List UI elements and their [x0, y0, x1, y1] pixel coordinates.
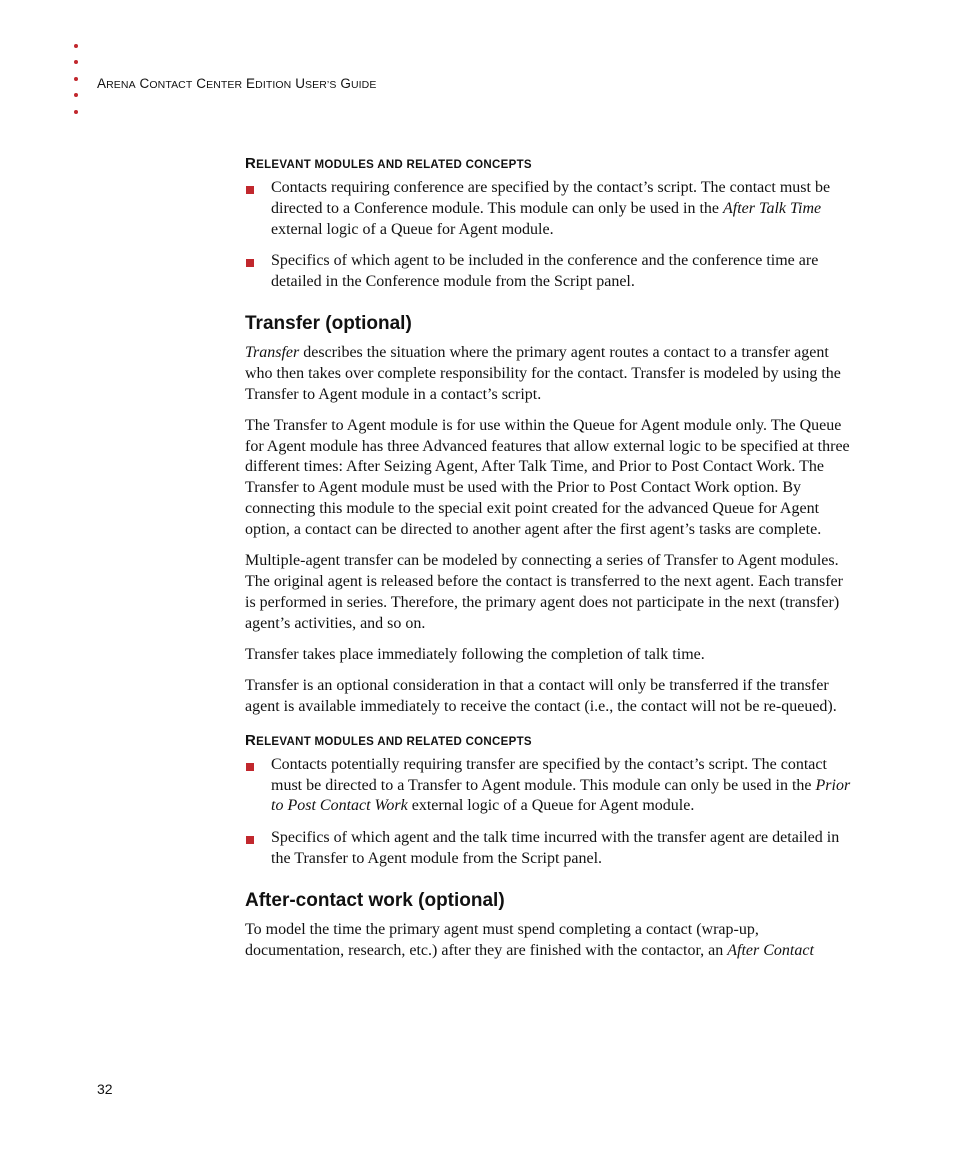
paragraph: Transfer is an optional consideration in that a contact will only be transferred if the transfer agent is available immediately to receive the contact (i.e., the contact will not be re-queued). [245, 677, 837, 715]
list-item: Specifics of which agent and the talk time incurred with the transfer agent are detailed in the Transfer to Agent module from the Script panel. [245, 828, 857, 870]
running-header: ARENA CONTACT CENTER EDITION USER’S GUIDE [97, 76, 377, 91]
bullet-list [245, 755, 857, 870]
margin-dot [74, 93, 78, 97]
bullet-square-icon [246, 763, 254, 771]
paragraph: Multiple-agent transfer can be modeled by connecting a series of Transfer to Agent modules. The original agent is released before the contact is transferred to the next agent. Each transfer is performed in series. Therefore, the primary agent does not participate in the next (transfer) agent’s activities, and so on. [245, 552, 843, 632]
margin-dot [74, 60, 78, 64]
subheading-relevant-modules: RELEVANT MODULES AND RELATED CONCEPTS [245, 155, 532, 172]
bullet-list [245, 178, 857, 293]
margin-dot [74, 110, 78, 114]
list-item: Contacts potentially requiring transfer are specified by the contact’s script. The contact must be directed to a Transfer to Agent module. This module can only be used in the Prior to Post Contact Work external logic of a Queue for Agent module. [245, 755, 857, 817]
bullet-square-icon [246, 836, 254, 844]
subheading-relevant-modules: RELEVANT MODULES AND RELATED CONCEPTS [245, 731, 532, 749]
page-content [245, 155, 857, 972]
margin-dot [74, 44, 78, 48]
section-heading-after-contact-work: After-contact work (optional) [245, 889, 505, 911]
bullet-square-icon [246, 259, 254, 267]
section-heading-transfer: Transfer (optional) [245, 312, 412, 334]
paragraph: To model the time the primary agent must spend completing a contact (wrap-up, documentation, research, etc.) after they are finished with the contactor, an After Contact [245, 920, 814, 959]
margin-dot [74, 77, 78, 81]
paragraph: Transfer takes place immediately following the completion of talk time. [245, 645, 705, 663]
bullet-square-icon [246, 186, 254, 194]
list-item: Specifics of which agent to be included in the conference and the conference time are detailed in the Conference module from the Script panel. [245, 251, 857, 293]
margin-dots [74, 44, 82, 126]
paragraph: The Transfer to Agent module is for use within the Queue for Agent module only. The Queue for Agent module has three Advanced features that allow external logic to be specified at three different times: After Seizing Agent, After Talk Time, and Prior to Post Contact Work. The Transfer to Agent module must be used with the Prior to Post Contact Work option. By connecting this module to the special exit point created for the advanced Queue for Agent option, a contact can be directed to another agent after the first agent’s tasks are complete. [245, 416, 850, 538]
paragraph: Transfer describes the situation where the primary agent routes a contact to a transfer agent who then takes over complete responsibility for the contact. Transfer is modeled by using the Transfer to Agent module in a contact’s script. [245, 343, 841, 403]
list-item: Contacts requiring conference are specified by the contact’s script. The contact must be directed to a Conference module. This module can only be used in the After Talk Time external logic of a Queue for Agent module. [245, 178, 857, 240]
page-number: 32 [97, 1081, 113, 1097]
